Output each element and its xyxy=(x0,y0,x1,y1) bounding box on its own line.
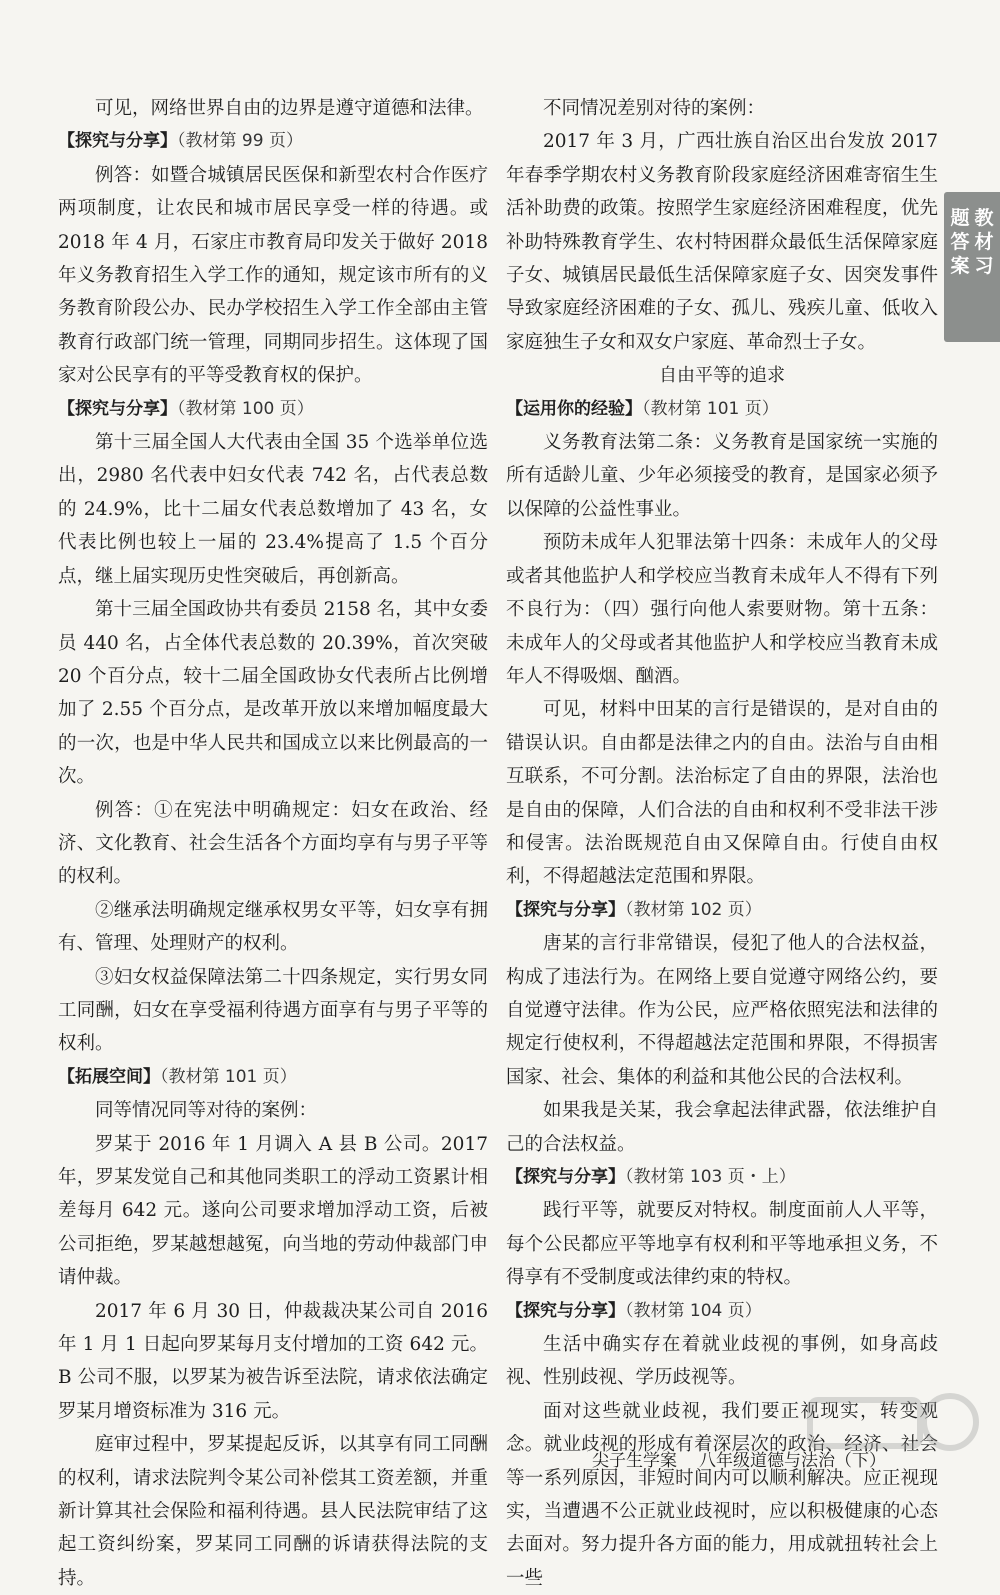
textbook-page-ref: （教材第 103 页・上） xyxy=(625,1167,796,1187)
section-tag xyxy=(506,393,938,426)
textbook-page-ref: （教材第 102 页） xyxy=(625,899,762,920)
textbook-page-ref: （教材第 99 页） xyxy=(177,131,303,152)
section-tag-label: 【探究与分享】 xyxy=(506,1167,625,1187)
left-column xyxy=(58,92,488,1595)
paragraph: 如果我是关某，我会拿起法律武器，依法维护自己的合法权益。 xyxy=(506,1100,938,1155)
side-tab-line1: 教 材 习 xyxy=(974,207,994,277)
paragraph: 第十三届全国人大代表由全国 35 个选举单位选出，2980 名代表中妇女代表 742 名，占代表总数的 24.9%，比十二届女代表总数增加了 43 名，女代表比例也较上一届的 23.4%提高了 1.5 个百分点，继上届实现历史性突破后，再创新高。 xyxy=(58,432,488,587)
textbook-page-ref: （教材第 104 页） xyxy=(625,1300,762,1321)
section-tag-label: 【探究与分享】 xyxy=(506,899,625,920)
side-tab-line2: 题 答 案 xyxy=(950,207,970,277)
footer-book-title: 尖子生学案 xyxy=(592,1451,677,1471)
section-tag xyxy=(58,1061,488,1094)
textbook-page-ref: （教材第 101 页） xyxy=(160,1066,297,1087)
section-heading: 自由平等的追求 xyxy=(659,365,785,387)
textbook-page-ref: （教材第 100 页） xyxy=(177,398,314,419)
paragraph: 庭审过程中，罗某提起反诉，以其享有同工同酬的权利，请求法院判令某公司补偿其工资差额，并重新计算其社会保险和福利待遇。县人民法院审结了这起工资纠纷案，罗某同工同酬的诉请获得法院的支持。 xyxy=(58,1434,488,1589)
paragraph: 2017 年 3 月，广西壮族自治区出台发放 2017 年春季学期农村义务教育阶段家庭经济困难寄宿生生活补助费的政策。按照学生家庭经济困难程度，优先补助特殊教育学生、农村特困群众最低生活保障家庭子女、城镇居民最低生活保障家庭子女、因突发事件导致家庭经济困难的子女、孤儿、残疾儿童、低收入家庭独生子女和双女户家庭、革命烈士子女。 xyxy=(506,131,938,353)
paragraph: 罗某于 2016 年 1 月调入 A 县 B 公司。2017 年，罗某发觉自己和其他同类职工的浮动工资累计相差每月 642 元。遂向公司要求增加浮动工资，后被公司拒绝，罗某越想越冤，向当地的劳动仲裁部门申请仲裁。 xyxy=(58,1133,488,1289)
section-tag-label: 【运用你的经验】 xyxy=(506,398,642,419)
section-tag xyxy=(58,125,488,158)
paragraph: 预防未成年人犯罪法第十四条：未成年人的父母或者其他监护人和学校应当教育未成年人不得有下列不良行为：（四）强行向他人索要财物。第十五条：未成年人的父母或者其他监护人和学校应当教育未成年人不得吸烟、酗酒。 xyxy=(506,532,938,687)
watermark-logo xyxy=(800,1392,990,1478)
paragraph: 不同情况差别对待的案例： xyxy=(543,98,766,119)
paragraph: 可见，网络世界自由的边界是遵守道德和法律。 xyxy=(95,98,484,119)
section-tag-label: 【探究与分享】 xyxy=(506,1300,625,1321)
footer-subject: 八年级道德与法治（下） xyxy=(699,1451,886,1471)
section-tag xyxy=(506,1161,938,1194)
paragraph: ②继承法明确规定继承权男女平等，妇女享有拥有、管理、处理财产的权利。 xyxy=(58,899,488,955)
paragraph: 践行平等，就要反对特权。制度面前人人平等，每个公民都应平等地享有权利和平等地承担义务，不得享有不受制度或法律约束的特权。 xyxy=(506,1200,938,1289)
paragraph: 义务教育法第二条：义务教育是国家统一实施的所有适龄儿童、少年必须接受的教育，是国家必须予以保障的公益性事业。 xyxy=(506,432,938,520)
textbook-page-ref: （教材第 101 页） xyxy=(642,398,779,419)
section-tag-label: 【探究与分享】 xyxy=(58,131,177,152)
section-tag-label: 【探究与分享】 xyxy=(58,398,177,419)
paragraph: 2017 年 6 月 30 日，仲裁裁决某公司自 2016 年 1 月 1 日起向罗某每月支付增加的工资 642 元。B 公司不服，以罗某为被告诉至法院，请求依法确定罗某月增资标准为 316 元。 xyxy=(58,1300,488,1422)
section-tag xyxy=(506,1295,938,1328)
section-tag xyxy=(506,894,938,927)
paragraph: 同等情况同等对待的案例： xyxy=(95,1100,318,1122)
paragraph: 生活中确实存在着就业歧视的事例，如身高歧视、性别歧视、学历歧视等。 xyxy=(506,1334,938,1389)
section-tag xyxy=(58,393,488,426)
paragraph: 可见，材料中田某的言行是错误的，是对自由的错误认识。自由都是法律之内的自由。法治与自由相互联系，不可分割。法治标定了自由的界限，法治也是自由的保障，人们合法的自由和权利不受非法干涉和侵害。法治既规范自由又保障自由。行使自由权利，不得超越法定范围和界限。 xyxy=(506,699,938,888)
paragraph: 例答：如暨合城镇居民医保和新型农村合作医疗两项制度，让农民和城市居民享受一样的待遇。或 2018 年 4 月，石家庄市教育局印发关于做好 2018 年义务教育招生入学工作的通知，规定该市所有的义务教育阶段公办、民办学校招生入学工作全部由主管教育行政部门统一管理，同期同步招生。这体现了国家对公民享有的平等受教育权的保护。 xyxy=(58,164,488,387)
paragraph: 例答：①在宪法中明确规定：妇女在政治、经济、文化教育、社会生活各个方面均享有与男子平等的权利。 xyxy=(58,799,488,888)
paragraph: 面对这些就业歧视，我们要正视现实，转变观念。就业歧视的形成有着深层次的政治、经济、社会等一系列原因，非短时间内可以顺利解决。应正视现实，当遭遇不公正就业歧视时，应以积极健康的心态去面对。努力提升各方面的能力，用成就扭转社会上一些 xyxy=(506,1400,938,1589)
section-tag-label: 【拓展空间】 xyxy=(58,1066,160,1087)
right-column xyxy=(506,92,938,1595)
paragraph: ③妇女权益保障法第二十四条规定，实行男女同工同酬，妇女在享受福利待遇方面享有与男子平等的权利。 xyxy=(58,966,488,1055)
paragraph: 唐某的言行非常错误，侵犯了他人的合法权益，构成了违法行为。在网络上要自觉遵守网络公约，要自觉遵守法律。作为公民，应严格依照宪法和法律的规定行使权利，不得超越法定范围和界限，不得损害国家、社会、集体的利益和其他公民的合法权利。 xyxy=(506,933,938,1088)
paragraph: 第十三届全国政协共有委员 2158 名，其中女委员 440 名，占全体代表总数的 20.39%，首次突破 20 个百分点，较十二届全国政协女代表所占比例增加了 2.55 个百分点，是改革开放以来增加幅度最大的一次，也是中华人民共和国成立以来比例最高的一次。 xyxy=(58,599,488,788)
side-tab-answers xyxy=(944,192,1000,342)
